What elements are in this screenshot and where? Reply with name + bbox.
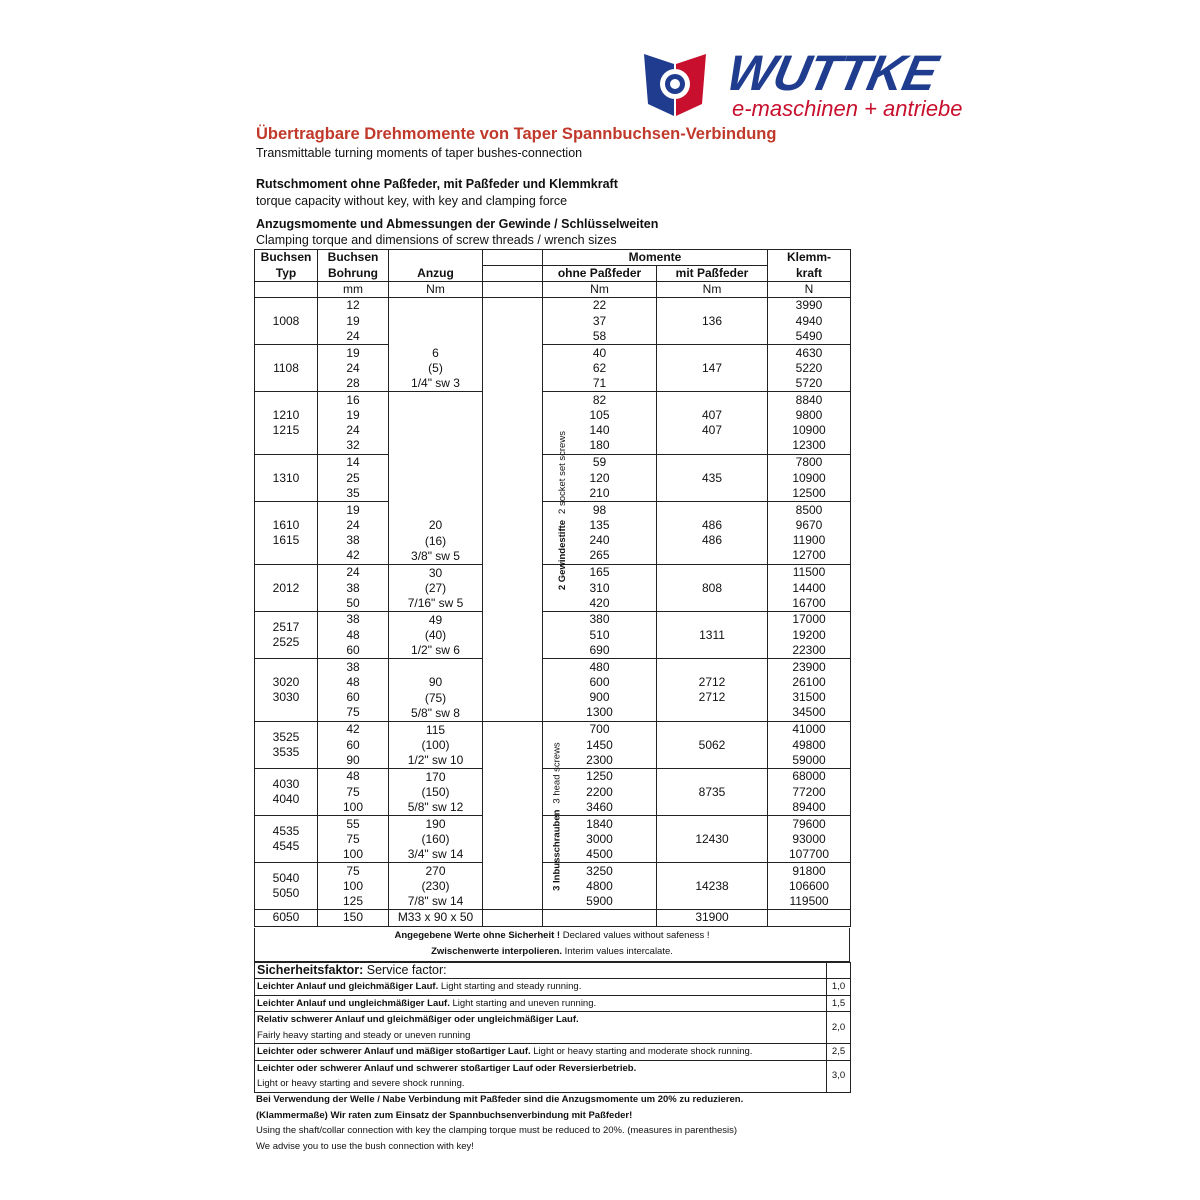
cell-klemm: 41000 49800 59000 — [768, 722, 851, 769]
table-row-group — [255, 392, 851, 455]
cell-klemm: 17000 19200 22300 — [768, 612, 851, 659]
service-factor-row: Leichter oder schwerer Anlauf und mäßiger stoßartiger Lauf. Light or heavy starting and moderate shock running. 2,5 — [255, 1044, 851, 1061]
cell-mit: 8735 — [657, 769, 768, 816]
unit-klemm: N — [768, 282, 851, 298]
title-english: Transmittable turning moments of taper bushes-connection — [256, 146, 583, 160]
cell-mit: 31900 — [657, 910, 768, 926]
table-row-group — [255, 502, 851, 565]
cell-anzug: 49 (40) 1/2" sw 6 — [389, 612, 483, 659]
cell-ohne: 98 135 240 265 — [543, 502, 657, 565]
cell-ohne: 22 37 58 — [543, 298, 657, 345]
section1-german: Rutschmoment ohne Paßfeder, mit Paßfeder und Klemmkraft — [256, 177, 618, 191]
service-factor-row: Relativ schwerer Anlauf und gleichmäßiger oder ungleichmäßiger Lauf. Fairly heavy starting and steady or uneven running 2,0 — [255, 1012, 851, 1044]
cell-anzug: 6 (5) 1/4" sw 3 — [389, 298, 483, 392]
notes-box — [254, 928, 850, 962]
table-row — [255, 910, 851, 926]
service-factor-value: 2,0 — [827, 1012, 851, 1044]
table-row-group — [255, 345, 851, 392]
cell-mit: 407 407 — [657, 392, 768, 455]
cell-mit: 2712 2712 — [657, 659, 768, 722]
cell-ohne: 700 1450 2300 — [543, 722, 657, 769]
table-row-group — [255, 565, 851, 612]
cell-ohne: 40 62 71 — [543, 345, 657, 392]
table-row-group — [255, 298, 851, 345]
cell-bohrung: 38 48 60 75 — [318, 659, 389, 722]
unit-mit: Nm — [657, 282, 768, 298]
cell-bohrung: 24 38 50 — [318, 565, 389, 612]
cell-ohne: 1840 3000 4500 — [543, 816, 657, 863]
cell-ohne: 82 105 140 180 — [543, 392, 657, 455]
header-bohrung-line2: Bohrung — [318, 266, 389, 282]
service-factor-value: 2,5 — [827, 1044, 851, 1061]
header-klemm-line1: Klemm- — [768, 250, 851, 266]
cell-typ: 2517 2525 — [255, 612, 318, 659]
cell-typ: 1210 1215 — [255, 392, 318, 455]
cell-bohrung: 38 48 60 — [318, 612, 389, 659]
cell-ohne: 59 120 210 — [543, 455, 657, 502]
unit-ohne: Nm — [543, 282, 657, 298]
company-logo — [640, 44, 1000, 124]
footer-line: Bei Verwendung der Welle / Nabe Verbindung mit Paßfeder sind die Anzugsmomente um 20% zu reduzieren. — [256, 1094, 744, 1105]
footer-line: Using the shaft/collar connection with key the clamping torque must be reduced to 20%. (measures in parenthesis) — [256, 1125, 738, 1136]
cell-bohrung: 16 19 24 32 — [318, 392, 389, 455]
table-body — [255, 298, 851, 910]
service-factor-value: 1,5 — [827, 995, 851, 1012]
cell-typ: 6050 — [255, 910, 318, 926]
header-anzug: Anzug — [389, 266, 483, 282]
cell-klemm: 8500 9670 11900 12700 — [768, 502, 851, 565]
footer-line: (Klammermaße) Wir raten zum Einsatz der Spannbuchsenverbindung mit Paßfeder! — [256, 1109, 633, 1121]
footer-notes — [256, 1092, 743, 1154]
cell-bohrung: 55 75 100 — [318, 816, 389, 863]
cell-mit: 1311 — [657, 612, 768, 659]
service-factor-value: 3,0 — [827, 1060, 851, 1092]
header-bohrung-line1: Buchsen — [318, 250, 389, 266]
cell-typ: 4030 4040 — [255, 769, 318, 816]
table-header-row — [255, 266, 851, 282]
cell-anzug: 270 (230) 7/8" sw 14 — [389, 863, 483, 910]
header-typ-line1: Buchsen — [255, 250, 318, 266]
logo-emblem-icon — [640, 50, 710, 120]
note-line: Angegebene Werte ohne Sicherheit ! Declared values without safeness ! — [394, 930, 710, 941]
section2-english: Clamping torque and dimensions of screw threads / wrench sizes — [256, 233, 617, 247]
screw-type-label: 3 Inbusschrauben3 head screws — [483, 722, 543, 910]
cell-bohrung: 48 75 100 — [318, 769, 389, 816]
cell-klemm: 4630 5220 5720 — [768, 345, 851, 392]
cell-anzug: 190 (160) 3/4" sw 14 — [389, 816, 483, 863]
cell-mit: 486 486 — [657, 502, 768, 565]
service-factor-header: Sicherheitsfaktor: Service factor: — [255, 963, 851, 979]
cell-typ: 1610 1615 — [255, 502, 318, 565]
cell-bohrung: 19 24 38 42 — [318, 502, 389, 565]
cell-klemm: 8840 9800 10900 12300 — [768, 392, 851, 455]
unit-bohrung: mm — [318, 282, 389, 298]
table-row-group — [255, 659, 851, 722]
header-klemm-line2: kraft — [768, 266, 851, 282]
section1-english: torque capacity without key, with key and clamping force — [256, 194, 568, 208]
cell-bohrung: 14 25 35 — [318, 455, 389, 502]
service-factor-row: Leichter Anlauf und gleichmäßiger Lauf. Light starting and steady running. 1,0 — [255, 979, 851, 996]
unit-anzug: Nm — [389, 282, 483, 298]
header-typ-line2: Typ — [255, 266, 318, 282]
logo-subtitle: e-maschinen + antriebe — [732, 96, 963, 121]
note-line: Zwischenwerte interpolieren. Interim values intercalate. — [431, 946, 673, 957]
cell-anzug: 115 (100) 1/2" sw 10 — [389, 722, 483, 769]
cell-mit: 12430 — [657, 816, 768, 863]
cell-klemm: 7800 10900 12500 — [768, 455, 851, 502]
cell-bohrung: 42 60 90 — [318, 722, 389, 769]
cell-klemm: 3990 4940 5490 — [768, 298, 851, 345]
table-row-group — [255, 455, 851, 502]
cell-anzug: M33 x 90 x 50 — [389, 910, 483, 926]
cell-typ: 3525 3535 — [255, 722, 318, 769]
cell-mit: 5062 — [657, 722, 768, 769]
cell-bohrung: 75 100 125 — [318, 863, 389, 910]
service-factor-row: Leichter oder schwerer Anlauf und schwerer stoßartiger Lauf oder Reversierbetrieb. Light or heavy starting and severe shock running. 3,0 — [255, 1060, 851, 1092]
cell-bohrung: 150 — [318, 910, 389, 926]
cell-ohne: 165 310 420 — [543, 565, 657, 612]
cell-ohne: 3250 4800 5900 — [543, 863, 657, 910]
cell-bohrung: 19 24 28 — [318, 345, 389, 392]
cell-anzug: 30 (27) 7/16" sw 5 — [389, 565, 483, 612]
cell-typ: 5040 5050 — [255, 863, 318, 910]
footer-line: We advise you to use the bush connection with key! — [256, 1140, 474, 1152]
cell-typ: 4535 4545 — [255, 816, 318, 863]
cell-typ: 3020 3030 — [255, 659, 318, 722]
cell-mit: 808 — [657, 565, 768, 612]
table-unit-row — [255, 282, 851, 298]
title-german: Übertragbare Drehmomente von Taper Spannbuchsen-Verbindung — [256, 125, 777, 143]
cell-klemm: 79600 93000 107700 — [768, 816, 851, 863]
header-ohne-passfeder: ohne Paßfeder — [543, 266, 657, 282]
cell-anzug: 90 (75) 5/8" sw 8 — [389, 659, 483, 722]
header-mit-passfeder: mit Paßfeder — [657, 266, 768, 282]
cell-anzug: 20 (16) 3/8" sw 5 — [389, 392, 483, 565]
cell-klemm: 11500 14400 16700 — [768, 565, 851, 612]
cell-klemm: 23900 26100 31500 34500 — [768, 659, 851, 722]
header-momente: Momente — [543, 250, 768, 266]
logo-wordmark: WUTTKE — [722, 45, 942, 101]
table-row-group — [255, 722, 851, 769]
cell-typ: 1108 — [255, 345, 318, 392]
cell-mit: 435 — [657, 455, 768, 502]
cell-klemm: 91800 106600 119500 — [768, 863, 851, 910]
torque-table — [254, 249, 850, 928]
cell-ohne: 380 510 690 — [543, 612, 657, 659]
cell-typ: 1008 — [255, 298, 318, 345]
screw-type-label: 2 Gewindestifte2 socket set screws — [483, 298, 543, 722]
cell-ohne: 1250 2200 3460 — [543, 769, 657, 816]
cell-klemm: 68000 77200 89400 — [768, 769, 851, 816]
table-row-group — [255, 612, 851, 659]
cell-ohne: 480 600 900 1300 — [543, 659, 657, 722]
table-header-row — [255, 250, 851, 266]
cell-typ: 2012 — [255, 565, 318, 612]
cell-mit: 14238 — [657, 863, 768, 910]
service-factor-row: Leichter Anlauf und ungleichmäßiger Lauf. Light starting and uneven running. 1,5 — [255, 995, 851, 1012]
service-factor-table — [254, 962, 850, 1093]
cell-anzug: 170 (150) 5/8" sw 12 — [389, 769, 483, 816]
cell-mit: 136 — [657, 298, 768, 345]
cell-bohrung: 12 19 24 — [318, 298, 389, 345]
service-factor-value: 1,0 — [827, 979, 851, 996]
cell-typ: 1310 — [255, 455, 318, 502]
cell-mit: 147 — [657, 345, 768, 392]
section2-german: Anzugsmomente und Abmessungen der Gewinde / Schlüsselweiten — [256, 217, 659, 231]
